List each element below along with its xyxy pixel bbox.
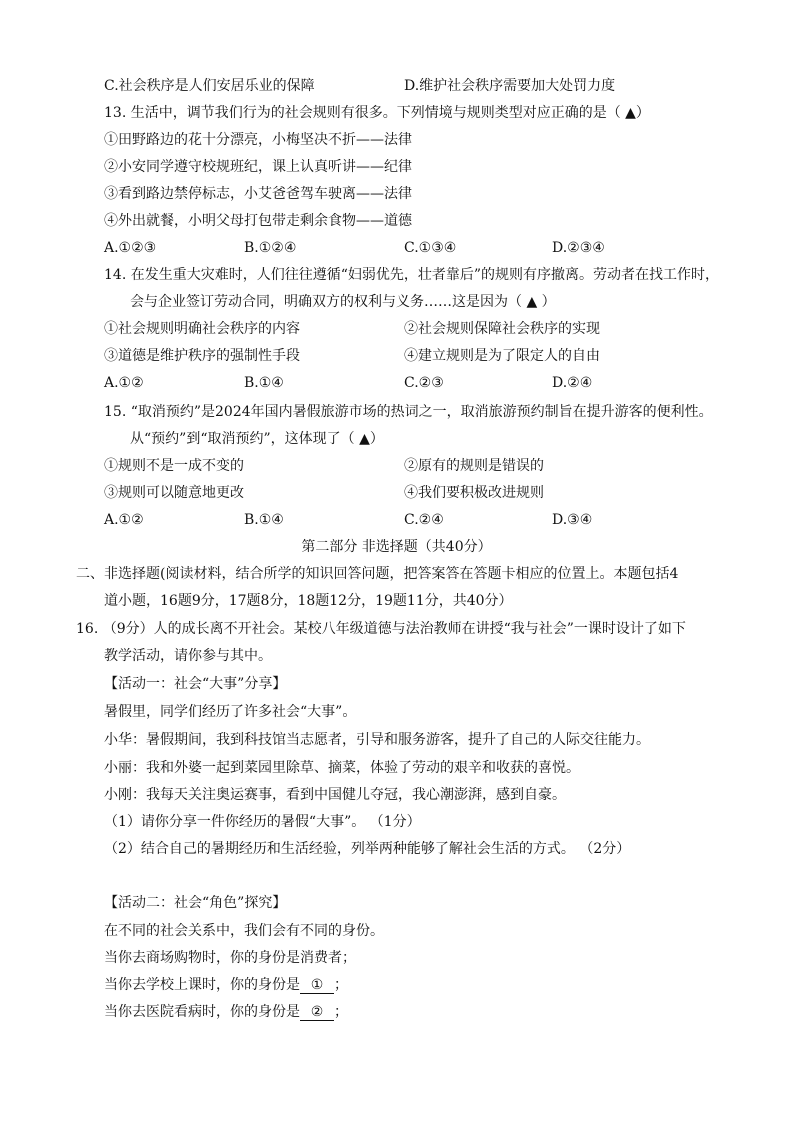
- q14-option-b: B.①④: [244, 375, 284, 391]
- q15-item-2: ②原有的规则是错误的: [404, 458, 544, 474]
- activity2-line-4: [104, 1002, 348, 1022]
- q13-item-4: ④外出就餐，小明父母打包带走剩余食物——道德: [104, 213, 412, 229]
- q13-option-c: C.①③④: [404, 240, 457, 256]
- activity1-line-2: 小华：暑假期间，我到科技馆当志愿者，引导和服务游客，提升了自己的人际交往能力。: [104, 732, 650, 748]
- q16-subquestion-2: （2）结合自己的暑期经历和生活经验，列举两种能够了解社会生活的方式。 （2分）: [104, 841, 631, 857]
- q16-subquestion-1: （1）请你分享一件你经历的暑假“大事”。 （1分）: [104, 814, 421, 830]
- activity2-line-4-suffix: ；: [334, 1004, 348, 1020]
- activity2-line-3: [104, 975, 348, 995]
- activity1-line-1: 暑假里，同学们经历了许多社会“大事”。: [104, 704, 357, 720]
- q15-option-d: D.③④: [552, 512, 593, 528]
- activity2-line-2: 当你去商场购物时，你的身份是消费者；: [104, 950, 356, 966]
- q15-option-b: B.①④: [244, 512, 284, 528]
- q14-item-4: ④建立规则是为了限定人的自由: [404, 348, 600, 364]
- q12-option-c: C.社会秩序是人们安居乐业的保障: [104, 78, 315, 94]
- q13-option-b: B.①②④: [244, 240, 297, 256]
- q13-item-2: ②小安同学遵守校规班纪，课上认真听讲——纪律: [104, 159, 412, 175]
- part2-intro-line-1: 二、非选择题(阅读材料，结合所学的知识回答问题，把答案答在答题卡相应的位置上。本题包括4: [76, 566, 679, 582]
- activity2-line-3-suffix: ；: [334, 977, 348, 993]
- activity2-line-3-prefix: 当你去学校上课时，你的身份是: [104, 977, 300, 993]
- q13-option-d: D.②③④: [552, 240, 605, 256]
- q14-option-a: A.①②: [104, 375, 144, 391]
- q14-item-1: ①社会规则明确社会秩序的内容: [104, 321, 300, 337]
- q15-option-c: C.②④: [404, 512, 444, 528]
- q13-item-1: ①田野路边的花十分漂亮，小梅坚决不折——法律: [104, 132, 412, 148]
- q15-stem-line-2: 从“预约”到“取消预约”，这体现了（ ▲）: [130, 431, 384, 447]
- q15-stem-line-1: 15. “取消预约”是2024年国内暑假旅游市场的热词之一，取消旅游预约制旨在提升游客的便利性。: [104, 404, 713, 420]
- q15-option-a: A.①②: [104, 512, 144, 528]
- q14-item-3: ③道德是维护秩序的强制性手段: [104, 348, 300, 364]
- q16-stem-line-2: 教学活动，请你参与其中。: [104, 648, 272, 664]
- part2-title: 第二部分 非选择题（共40分）: [301, 539, 492, 555]
- q15-item-3: ③规则可以随意地更改: [104, 485, 244, 501]
- q14-item-2: ②社会规则保障社会秩序的实现: [404, 321, 600, 337]
- q14-option-d: D.②④: [552, 375, 593, 391]
- q15-item-4: ④我们要积极改进规则: [404, 485, 544, 501]
- answer-blank-1[interactable]: ①: [300, 977, 334, 994]
- q14-stem-line-1: 14. 在发生重大灾难时，人们往往遵循“妇弱优先，壮者靠后”的规则有序撤离。劳动者在找工作时，: [104, 267, 720, 283]
- activity1-line-4: 小刚：我每天关注奥运赛事，看到中国健儿夺冠，我心潮澎湃，感到自豪。: [104, 787, 566, 803]
- activity2-title: 【活动二：社会“角色”探究】: [104, 895, 287, 911]
- q13-stem: 13. 生活中，调节我们行为的社会规则有很多。下列情境与规则类型对应正确的是（ ▲）: [104, 105, 650, 121]
- part2-intro-line-2: 道小题，16题9分，17题8分，18题12分，19题11分，共40分）: [104, 593, 513, 609]
- q15-item-1: ①规则不是一成不变的: [104, 458, 244, 474]
- activity2-line-4-prefix: 当你去医院看病时，你的身份是: [104, 1004, 300, 1020]
- activity2-line-1: 在不同的社会关系中，我们会有不同的身份。: [104, 923, 384, 939]
- answer-blank-2[interactable]: ②: [300, 1004, 334, 1021]
- q14-option-c: C.②③: [404, 375, 444, 391]
- q13-option-a: A.①②③: [104, 240, 157, 256]
- q16-stem-line-1: 16. （9分）人的成长离不开社会。某校八年级道德与法治教师在讲授“我与社会”一课时设计了如下: [76, 621, 686, 637]
- q14-stem-line-2: 会与企业签订劳动合同，明确双方的权利与义务……这是因为（ ▲ ）: [130, 294, 556, 310]
- activity1-title: 【活动一：社会“大事”分享】: [104, 676, 287, 692]
- activity1-line-3: 小丽：我和外婆一起到菜园里除草、摘菜，体验了劳动的艰辛和收获的喜悦。: [104, 760, 580, 776]
- q13-item-3: ③看到路边禁停标志，小艾爸爸驾车驶离——法律: [104, 186, 412, 202]
- q12-option-d: D.维护社会秩序需要加大处罚力度: [404, 78, 616, 94]
